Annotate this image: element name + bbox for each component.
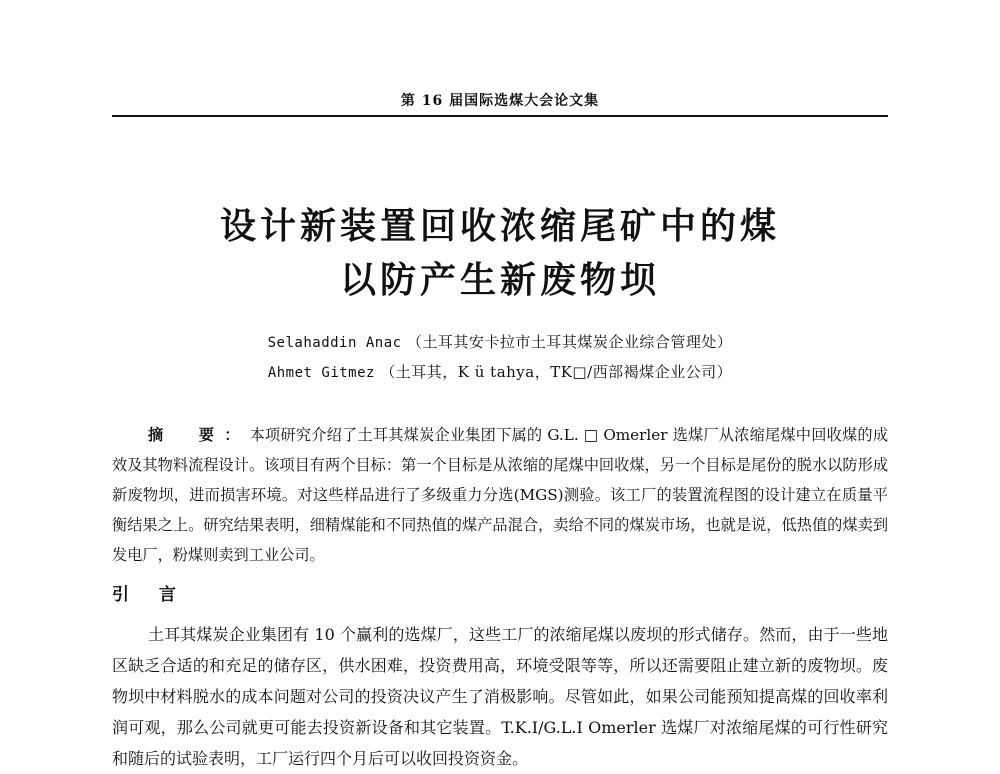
introduction-paragraph: 土耳其煤炭企业集团有 10 个赢利的选煤厂，这些工厂的浓缩尾煤以废坝的形式储存。然而，由于一些地区缺乏合适的和充足的储存区，供水困难，投资费用高，环境受限等等，所以还需要阻止建立新的废物坝。废物坝中材料脱水的成本问题对公司的投资决议产生了消极影响。尽管如此，如果公司能预知提高煤的回收率利润可观，那么公司就更可能去投资新设备和其它装置。T.K.I/G.L.I Omerler 选煤厂对浓缩尾煤的可行性研究和随后的试验表明，工厂运行四个月后可以收回投资资金。 [112, 625, 888, 768]
running-header: 第 16 届国际选煤大会论文集 [400, 93, 600, 109]
section-heading-introduction: 引 言 [112, 585, 188, 605]
paper-title-line-1: 设计新装置回收浓缩尾矿中的煤 [219, 205, 780, 247]
abstract-label: 摘 要： [148, 426, 250, 444]
author-2-affiliation: （土耳其，K ü tahya，TK□/西部褐煤企业公司） [380, 363, 733, 381]
author-1-name: Selahaddin Anac [267, 335, 402, 351]
abstract [112, 420, 888, 570]
author-1-affiliation: （土耳其安卡拉市土耳其煤炭企业综合管理处） [406, 333, 733, 351]
header-rule [112, 115, 888, 117]
author-2-name: Ahmet Gitmez [267, 365, 375, 381]
paper-title-line-2: 以防产生新废物坝 [339, 259, 660, 301]
author-2 [0, 361, 1000, 382]
author-1 [0, 331, 1000, 352]
abstract-text: 本项研究介绍了土耳其煤炭企业集团下属的 G.L. □ Omerler 选煤厂从浓缩尾煤中回收煤的成效及其物料流程设计。该项目有两个目标：第一个目标是从浓缩的尾煤中回收煤，另一个目标是尾份的脱水以防形成新废物坝，进而损害环境。对这些样品进行了多级重力分选(MGS)测验。该工厂的装置流程图的设计建立在质量平衡结果之上。研究结果表明，细精煤能和不同热值的煤产品混合，卖给不同的煤炭市场，也就是说，低热值的煤卖到发电厂，粉煤则卖到工业公司。 [112, 426, 889, 564]
